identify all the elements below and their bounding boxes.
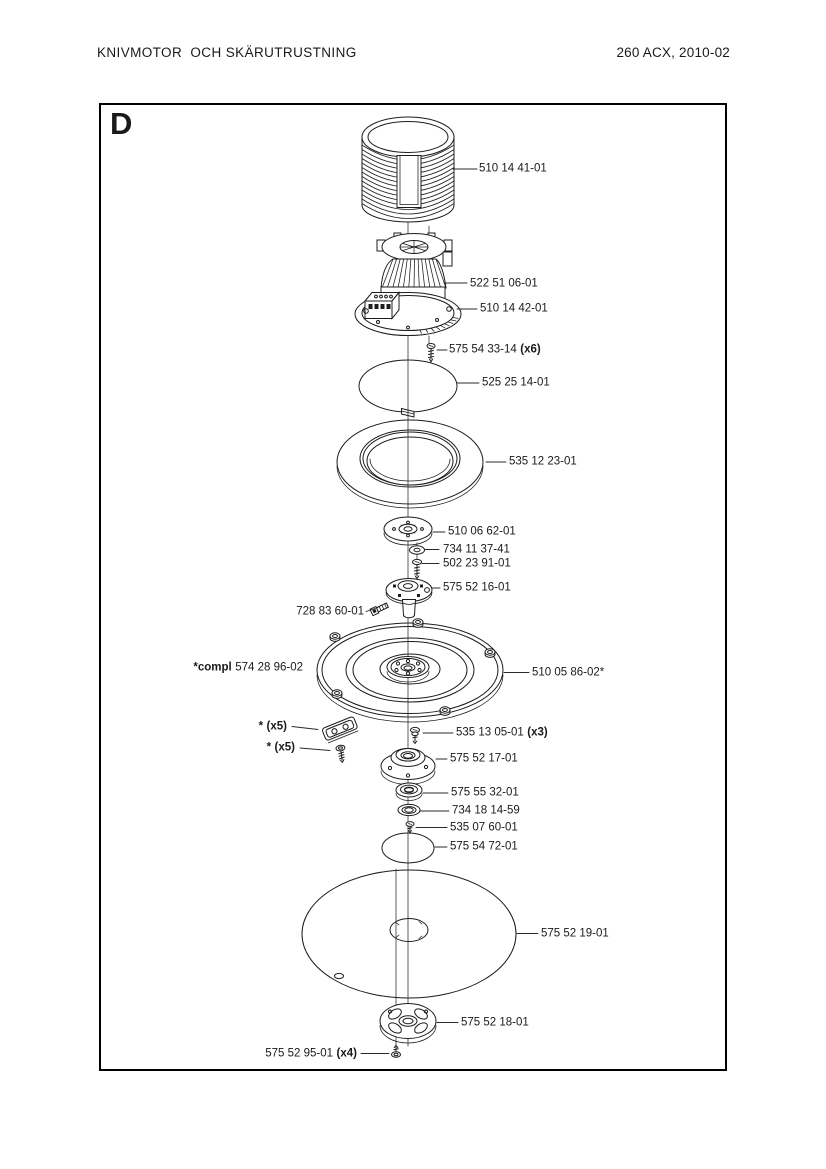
part-label-575-54-33-14: 575 54 33-14 (x6) [449,343,541,356]
part-label-575-52-95-01: 575 52 95-01 (x4) [265,1047,357,1060]
part-small-screw-drawing [406,822,414,833]
part-label-510-14-42-01: 510 14 42-01 [480,302,548,315]
part-label-522-51-06-01: 522 51 06-01 [470,277,538,290]
part-label-510-05-86-02: 510 05 86-02* [532,666,605,679]
part-label-compl-574-28-96-02: *compl 574 28 96-02 [193,661,303,674]
part-label-734-11-37-41: 734 11 37-41 [443,543,510,556]
part-screw-x4-drawing [392,1045,401,1057]
part-label-575-54-72-01: 575 54 72-01 [450,840,518,853]
part-label-575-52-19-01: 575 52 19-01 [541,927,609,940]
part-label-575-52-18-01: 575 52 18-01 [461,1016,529,1029]
part-label-510-14-41-01: 510 14 41-01 [479,162,547,175]
part-label-535-12-23-01: 535 12 23-01 [509,455,577,468]
part-label-728-83-60-01: 728 83 60-01 [296,605,364,618]
part-skid-plate-drawing [302,870,516,998]
part-blade-screw-drawing [336,745,347,763]
part-label-575-52-17-01: 575 52 17-01 [450,752,518,765]
part-cross-hub-drawing [380,1004,436,1044]
part-set-screw-drawing [370,602,389,616]
part-label-734-18-14-59: 734 18 14-59 [452,804,520,817]
part-center-screw-drawing [413,559,422,578]
part-blade-hub-upper-drawing [386,579,432,618]
model-and-date: 260 ACX, 2010-02 [616,45,730,60]
page-title: KNIVMOTOR OCH SKÄRUTRUSTNING [97,45,357,60]
part-screw-x3-drawing [411,727,420,743]
part-washer-upper-drawing [410,546,425,554]
part-label-575-55-32-01: 575 55 32-01 [451,786,519,799]
part-label-535-13-05-01: 535 13 05-01 (x3) [456,726,548,739]
part-label-535-07-60-01: 535 07 60-01 [450,821,518,834]
part-ring-drawing [337,420,483,508]
part-blade-drawing [322,716,359,743]
part-screw-x6-drawing [427,344,435,362]
part-label-510-06-62-01: 510 06 62-01 [448,525,516,538]
part-label-blade-x5: * (x5) [258,720,287,733]
part-label-502-23-91-01: 502 23 91-01 [443,557,511,570]
part-label-575-52-16-01: 575 52 16-01 [443,581,511,594]
part-motor-plate-drawing [355,293,461,336]
part-label-525-25-14-01: 525 25 14-01 [482,376,550,389]
part-blade-hub-lower-drawing [381,749,435,785]
part-bearing-drawing [396,783,422,801]
part-label-blade-screw-x5: * (x5) [266,741,295,754]
part-motor-cover-drawing [362,117,454,222]
part-washer-lower-drawing [398,804,420,815]
section-letter: D [110,106,133,141]
part-hub-disc-drawing [384,517,432,545]
